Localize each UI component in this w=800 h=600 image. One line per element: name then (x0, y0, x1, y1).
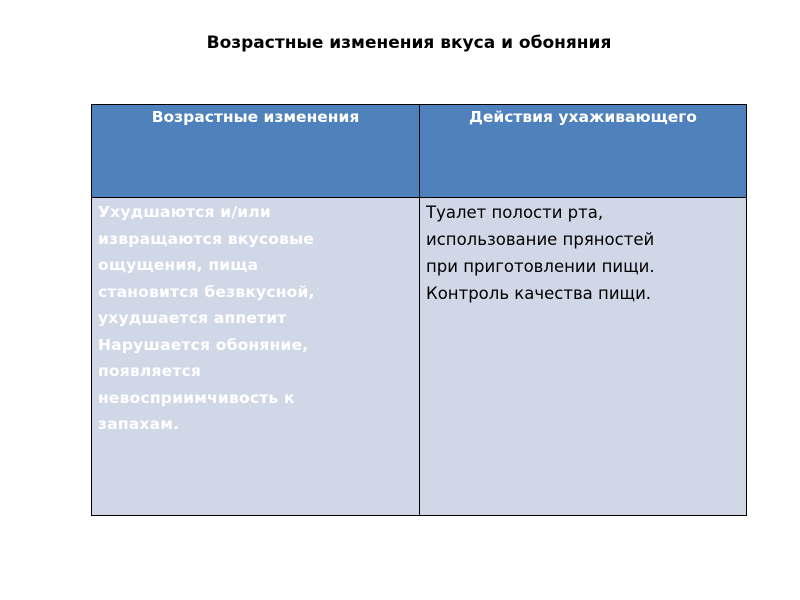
caregiver-actions-cell (420, 198, 747, 516)
caregiver-actions-line: Туалет полости рта, (426, 203, 604, 222)
age-changes-cell (92, 198, 420, 516)
caregiver-actions-line: при приготовлении пищи. (426, 257, 655, 276)
age-changes-line: появляется (98, 362, 202, 380)
age-changes-line: Нарушается обоняние, (98, 335, 309, 354)
table-row (92, 198, 747, 516)
age-changes-line: ухудшается аппетит (98, 309, 287, 327)
header-age-changes (92, 105, 420, 198)
slide-title: Возрастные изменения вкуса и обоняния (206, 33, 612, 53)
age-changes-line: невосприимчивость к (98, 388, 295, 407)
table-header-row (92, 105, 747, 198)
age-changes-line: становится безвкусной, (98, 282, 315, 301)
age-changes-line: запахам. (98, 415, 180, 433)
header-age-changes-label: Возрастные изменения (151, 108, 360, 126)
caregiver-actions-line: использование пряностей (426, 230, 655, 249)
care-table (91, 104, 747, 516)
caregiver-actions-line: Контроль качества пищи. (426, 284, 652, 303)
age-changes-line: Ухудшаются и/или (98, 203, 271, 221)
header-caregiver-actions (420, 105, 747, 198)
age-changes-line: извращаются вкусовые (98, 229, 315, 248)
age-changes-line: ощущения, пища (98, 256, 259, 274)
header-caregiver-actions-label: Действия ухаживающего (469, 108, 697, 126)
